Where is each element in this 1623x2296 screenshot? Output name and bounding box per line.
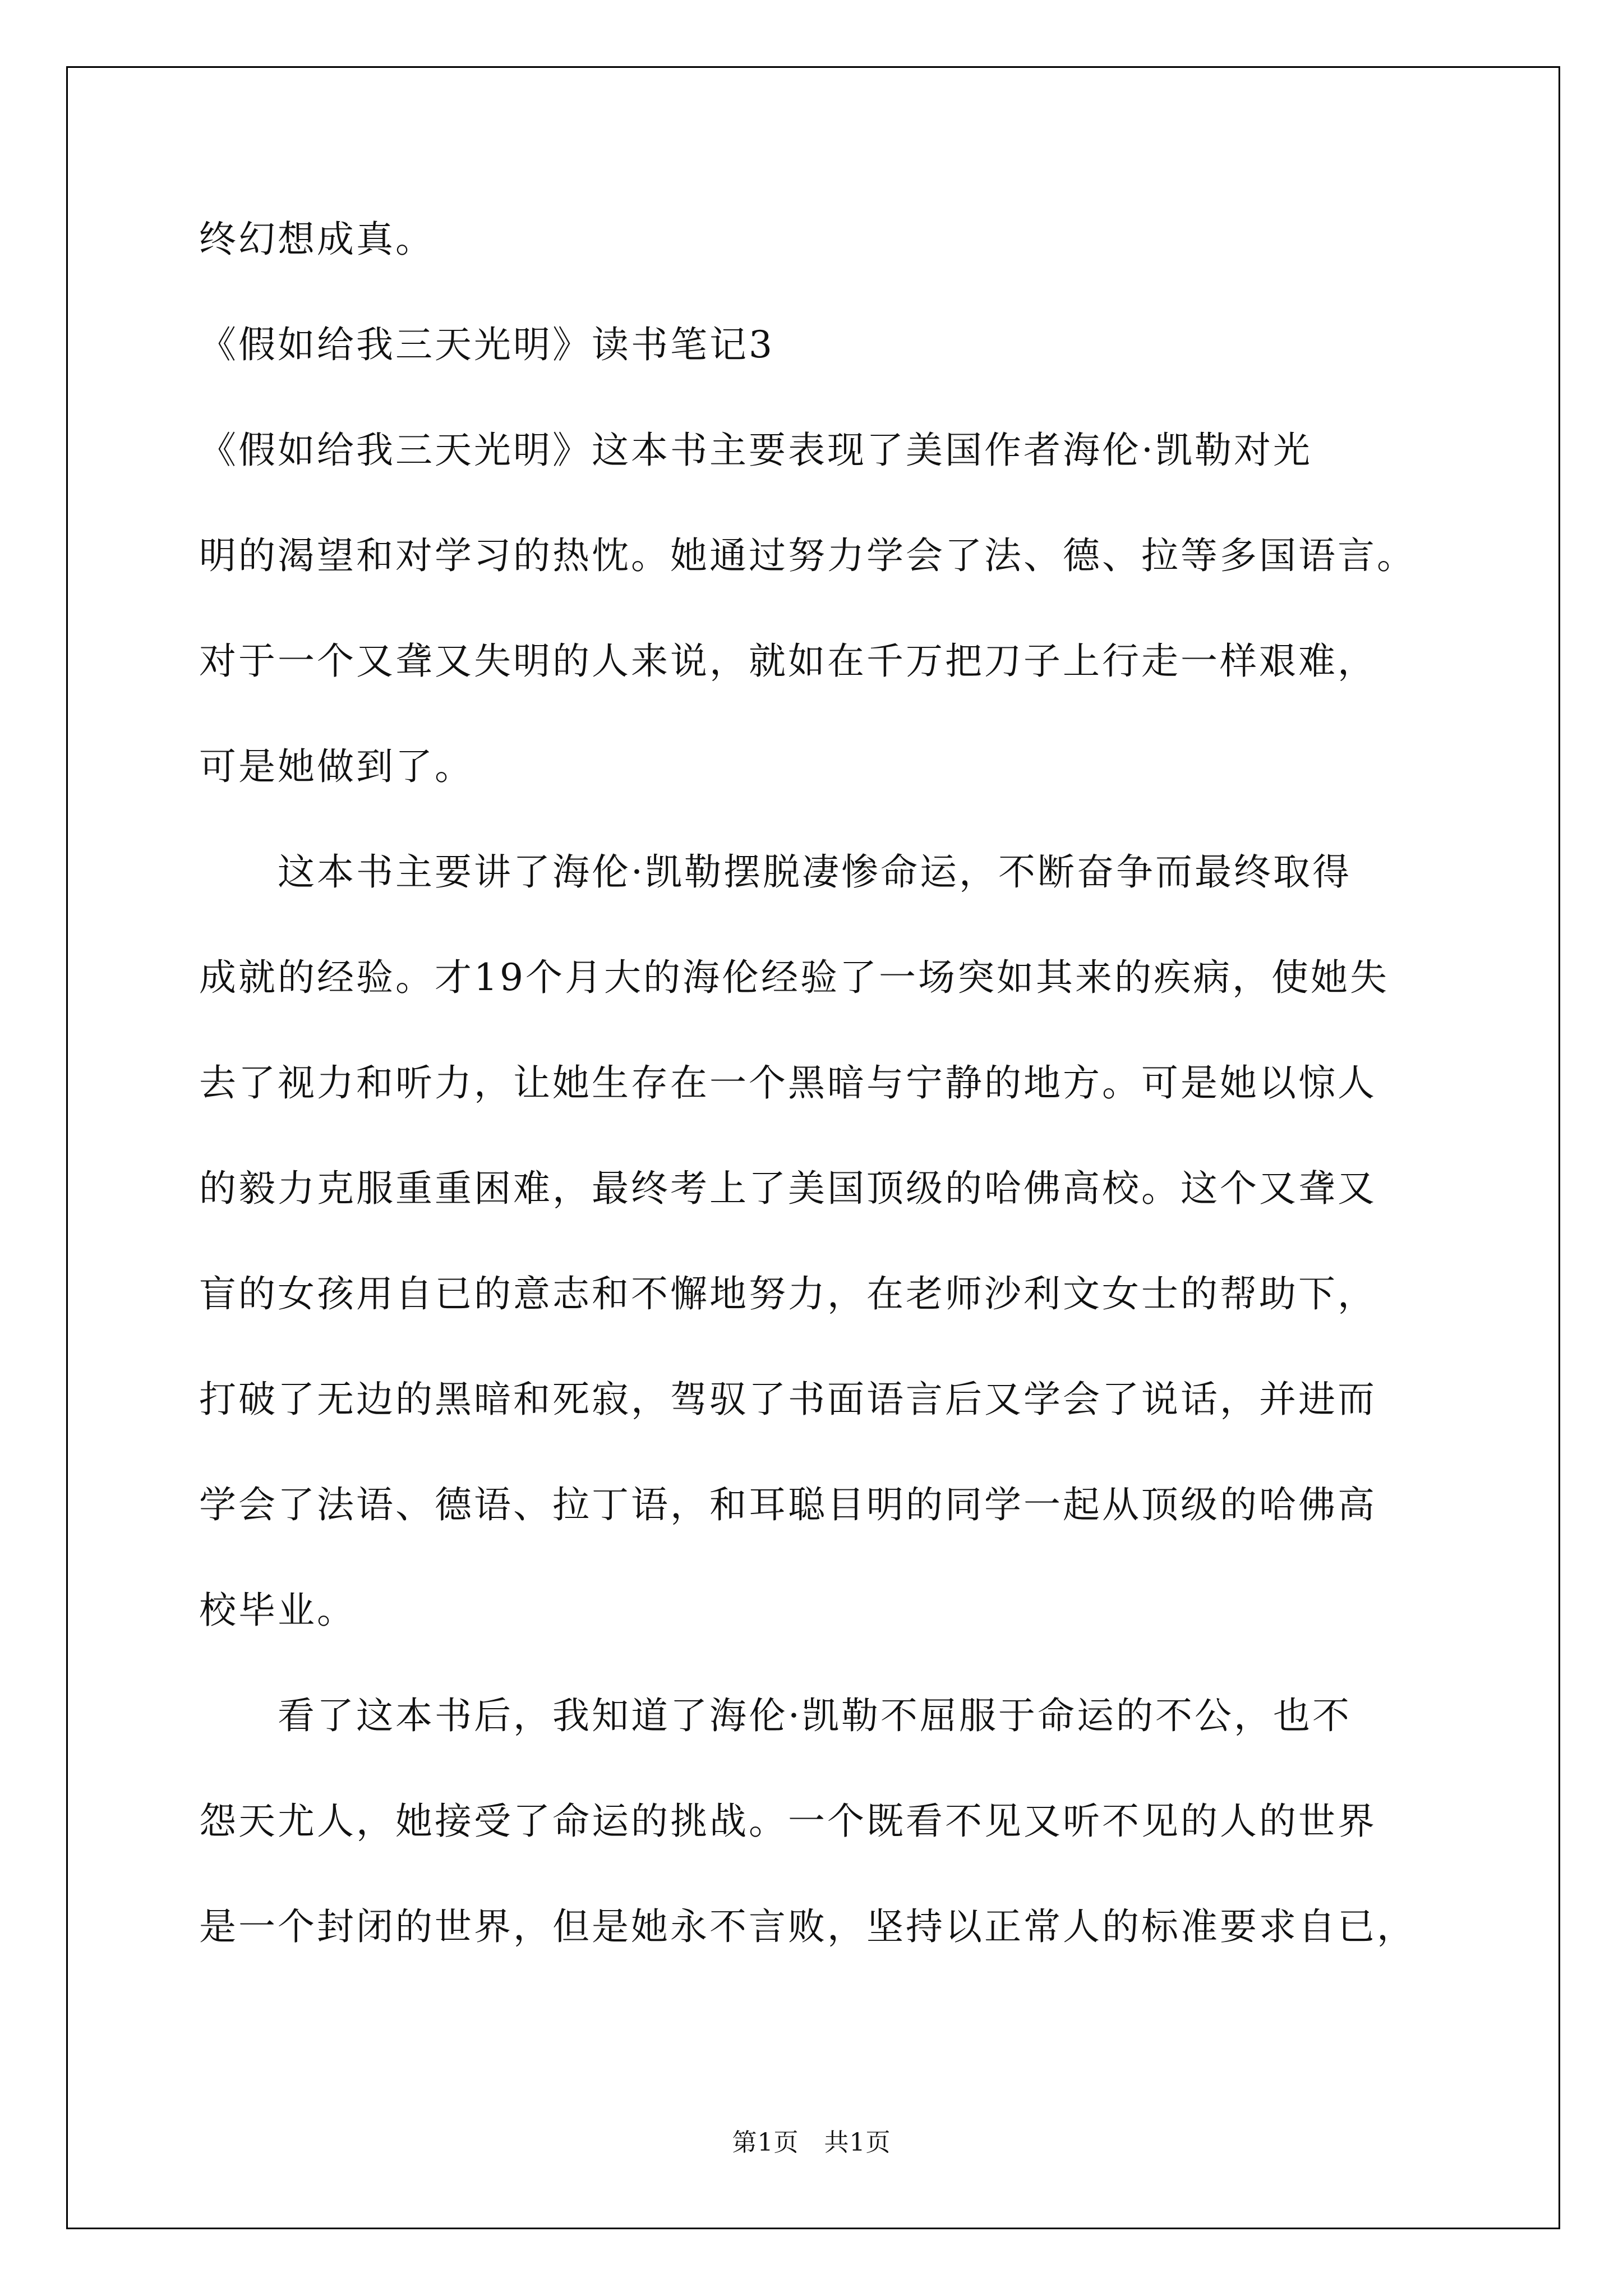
- text-line: 看了这本书后，我知道了海伦·凯勒不屈服于命运的不公，也不: [199, 1694, 1352, 1737]
- document-body: [199, 213, 1450, 2006]
- text-line: 学会了法语、德语、拉丁语，和耳聪目明的同学一起从顶级的哈佛高: [199, 1483, 1377, 1526]
- text-line: 是一个封闭的世界，但是她永不言败，坚持以正常人的标准要求自已，: [199, 1905, 1416, 1948]
- page-footer: 第1页 共1页: [732, 2128, 891, 2157]
- text-line: 对于一个又聋又失明的人来说，就如在千万把刀子上行走一样艰难，: [199, 639, 1377, 683]
- text-line: 这本书主要讲了海伦·凯勒摆脱凄惨命运，不断奋争而最终取得: [199, 850, 1352, 894]
- text-line: 打破了无边的黑暗和死寂，驾驭了书面语言后又学会了说话，并进而: [199, 1378, 1377, 1421]
- text-line: 盲的女孩用自已的意志和不懈地努力，在老师沙利文女士的帮助下，: [199, 1272, 1377, 1315]
- section-heading: 《假如给我三天光明》读书笔记3: [199, 323, 774, 366]
- text-line: 怨天尤人，她接受了命运的挑战。一个既看不见又听不见的人的世界: [199, 1800, 1377, 1843]
- text-line: 明的渴望和对学习的热忱。她通过努力学会了法、德、拉等多国语言。: [199, 534, 1416, 577]
- text-line: 《假如给我三天光明》这本书主要表现了美国作者海伦·凯勒对光: [199, 429, 1312, 472]
- text-line: 校毕业。: [199, 1589, 356, 1632]
- text-line: 去了视力和听力，让她生存在一个黑暗与宁静的地方。可是她以惊人: [199, 1061, 1377, 1105]
- text-line: 成就的经验。才19个月大的海伦经验了一场突如其来的疾病，使她失: [199, 956, 1389, 999]
- text-line: 的毅力克服重重困难，最终考上了美国顶级的哈佛高校。这个又聋又: [199, 1167, 1377, 1210]
- text-line: 可是她做到了。: [199, 745, 474, 788]
- text-line: 终幻想成真。: [199, 218, 435, 261]
